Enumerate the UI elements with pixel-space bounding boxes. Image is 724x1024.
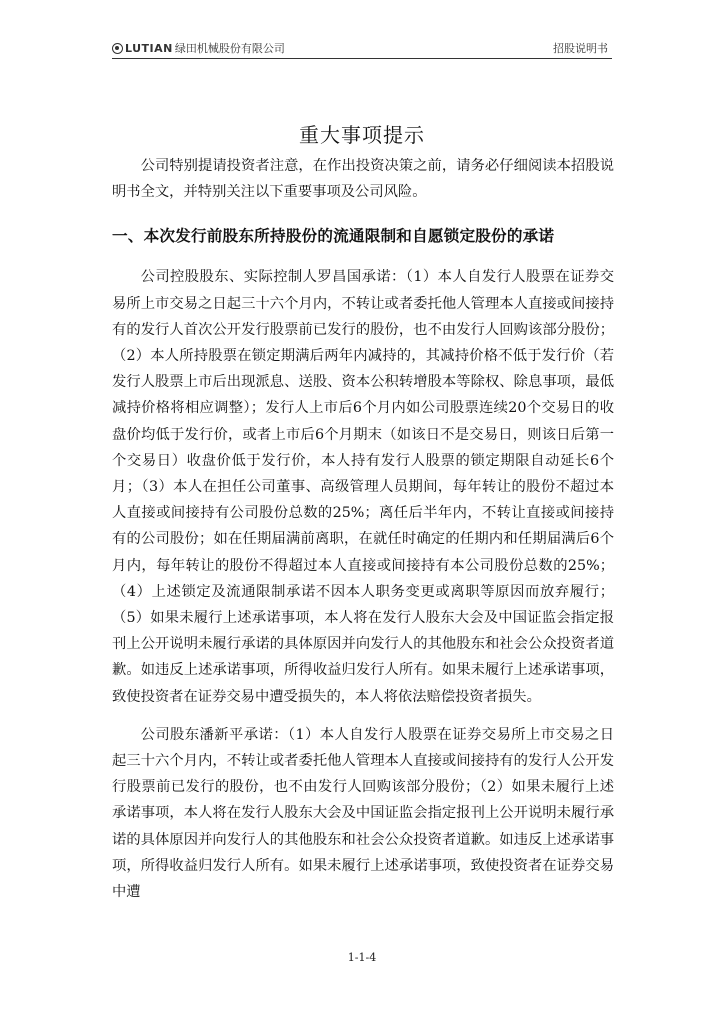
logo-text: LUTIAN	[125, 41, 173, 55]
document-type: 招股说明书	[553, 42, 608, 55]
company-logo	[112, 40, 285, 56]
paragraph-controlling-shareholder: 公司控股股东、实际控制人罗昌国承诺：（1）本人自发行人股票在证券交易所上市交易之日起三十六个月内，不转让或者委托他人管理本人直接或间接持有的发行人首次公开发行股票前已发行的股份，也不由发行人回购该部分股份；（2）本人所持股票在锁定期满后两年内减持的，其减持价格不低于发行价（若发行人股票上市后出现派息、送股、资本公积转增股本等除权、除息事项，最低减持价格将相应调整）；发行人上市后6个月内如公司股票连续20个交易日的收盘价均低于发行价，或者上市后6个月期末（如该日不是交易日，则该日后第一个交易日）收盘价低于发行价，本人持有发行人股票的锁定期限自动延长6个月；（3）本人在担任公司董事、高级管理人员期间，每年转让的股份不超过本人直接或间接持有公司股份总数的25%；离任后半年内，不转让直接或间接持有的公司股份；如在任期届满前离职，在就任时确定的任期内和任期届满后6个月内，每年转让的股份不得超过本人直接或间接持有本公司股份总数的25%；（4）上述锁定及流通限制承诺不因本人职务变更或离职等原因而放弃履行；（5）如果未履行上述承诺事项，本人将在发行人股东大会及中国证监会指定报刊上公开说明未履行承诺的具体原因并向发行人的其他股东和社会公众投资者道歉。如违反上述承诺事项，所得收益归发行人所有。如果未履行上述承诺事项，致使投资者在证券交易中遭受损失的，本人将依法赔偿投资者损失。	[112, 269, 614, 705]
intro-paragraph: 公司特别提请投资者注意，在作出投资决策之前，请务必仔细阅读本招股说明书全文，并特别关注以下重要事项及公司风险。	[112, 158, 614, 201]
page-title: 重大事项提示	[299, 123, 425, 148]
company-name: 绿田机械股份有限公司	[174, 42, 285, 55]
page-number: 1-1-4	[347, 951, 377, 964]
paragraph-shareholder-pan: 公司股东潘新平承诺：（1）本人自发行人股票在证券交易所上市交易之日起三十六个月内，不转让或者委托他人管理本人直接或间接持有的发行人公开发行股票前已发行的股份，也不由发行人回购该部分股份；（2）如果未履行上述承诺事项，本人将在发行人股东大会及中国证监会指定报刊上公开说明未履行承诺的具体原因并向发行人的其他股东和社会公众投资者道歉。如违反上述承诺事项，所得收益归发行人所有。如果未履行上述承诺事项，致使投资者在证券交易中遭	[112, 726, 614, 901]
page-header	[112, 38, 612, 59]
section-heading: 一、本次发行前股东所持股份的流通限制和自愿锁定股份的承诺	[112, 227, 555, 246]
document-body	[112, 153, 614, 905]
logo-circle-icon	[112, 43, 123, 54]
